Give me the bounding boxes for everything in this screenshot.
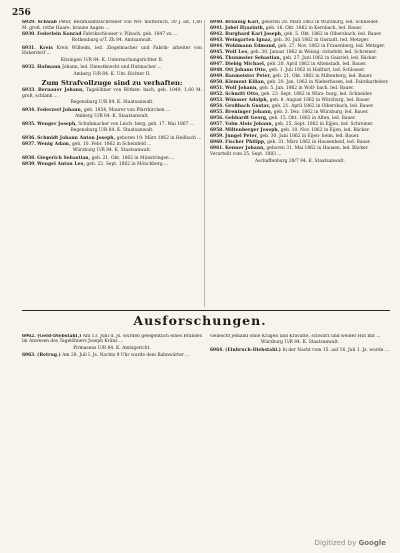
entry: 6952. Schmitt Otto, geb. 23. Sept. 1862 in Würz- burg, led. Schneider. xyxy=(210,92,373,97)
digitized-by-watermark xyxy=(315,539,386,547)
entry: 6949. Baumeister Peter, geb. 21. Okt. 1862 in Miltenberg, led. Bauer. xyxy=(210,74,373,79)
upper-columns xyxy=(22,20,390,307)
entry-footer: Regensburg U/R 84. K. Staatsanwalt. xyxy=(70,100,154,105)
entry: 6935. Wenger Joseph, Schuhmacher von Leich- berg, geb. 17. Mai 1867 ... xyxy=(22,121,195,127)
section-divider xyxy=(22,310,390,311)
entry-note: Verurteilt vom 25. Sept. 1883 ... xyxy=(210,152,282,157)
section-title: Ausforschungen. xyxy=(133,313,267,328)
section-heading: Zum Strafvollzuge sind zu verhaften: xyxy=(41,79,183,87)
entry: 6947. Diebig Michael, geb. 20. April 1862 in Altenstadt, led. Bauer. xyxy=(210,62,367,67)
entry: 6941. Jobel Hyazinth, geb. 16. Okt. 1862 in Kernbach, led. Bauer. xyxy=(210,26,363,31)
entry: 6960. Fischer Philipp, geb. 31. März 1862 in Hausenheid, led. Bauer. xyxy=(210,140,371,145)
column-rule xyxy=(204,20,205,307)
entry: 6946. Thunmeier Sebastian, geb. 27. Juni 1862 in Gaisriet, led. Bäcker. xyxy=(210,56,378,61)
entry: 6955. Breninger Johann, geb. 3. Dez. 1862 in Würzburg, led. Bauer. xyxy=(210,110,369,115)
left-entries-2 xyxy=(22,88,202,167)
entry: 6943. Weingarten Ignaz, geb. 30. Juli 1862 in Gnstadt, led. Metzger. xyxy=(210,38,370,43)
digitized-prefix: Digitized by xyxy=(314,539,357,547)
entry: 6933. Bernauer Johann, Tagelöhner von Röthen- bach, geb. 1849, 1,60 M. groß, schlank ... xyxy=(22,88,202,99)
entry: 6963. (Betrug.) Am 28. Juli I. Js. Nachts 9 Uhr wurde dem Bahnwärter ... xyxy=(22,353,190,359)
entry: 6961. Kenner Johann, geboren 31. Mai 1862 in Hausen, led. Bäcker. xyxy=(210,146,369,151)
entry: 6942. Burghard Karl Joseph, geb. 5. Okt. 1862 in Olbersbach, led. Bauer. xyxy=(210,32,382,37)
entry-footer: Pirmasens U/R 84. K. Amtsgericht. xyxy=(73,345,151,351)
entry: 6938. Giegerich Sebastian, geb. 21. Okt. 1862 in Münstringen ... xyxy=(22,155,175,161)
entry-footer: Amberg U/R 84. K. Staatsanwalt. xyxy=(75,114,149,119)
left-column xyxy=(22,20,202,307)
entry-footer: Würzburg U/R 84. K. Staatsanwalt. xyxy=(72,148,152,153)
entry: 6948. Ott Johann Otto, geb. 1. Juli 1862 in Haßfurt, led. Schlosser. xyxy=(210,68,366,73)
entry-footer: Kitzingen U/R 84. K. Untersuchungsrichter II. xyxy=(60,57,164,63)
lower-right-column xyxy=(210,334,390,544)
entry-footer: Amberg U/R 84. K. Unt.-Richter II. xyxy=(73,71,151,77)
entry: 6959. Jungel Peter, geb. 30. Juni 1862 in Eijen- heim, led. Bauer. xyxy=(210,134,360,139)
entry: 6951. Wolf Johann, geb. 5. Jan. 1862 in Wolf- bach, led. Bauer. xyxy=(210,86,355,91)
entry-footer: Rothenburg o/T. Zh 84. Amtsanwalt. xyxy=(71,38,153,43)
entry: 6934. Federzerl Johann, geb. 1854, Maurer von Pfarrkirchen ... xyxy=(22,107,171,113)
entry: 6937. Wenig Adam, geb. 10. Febr. 1862 in Scheinfeld ... xyxy=(22,141,152,147)
entry: 6944. Wohlmann Edmund, geb. 27. Nov. 1862 in Frauenberg, led. Metzger. xyxy=(210,44,386,49)
entry: 6931. Kreis Kreis Wilhelm, led. Ziegelmacher und Fabrik- arbeiter von Haberdorf ... xyxy=(22,45,202,56)
entry: 6964. (Einbruch-Diebstahl.) In der Nacht vom 15. auf 16. Juli 1. Js. wurde ... xyxy=(210,347,389,353)
entry: 6956. Gebhardt Georg, geb. 15. Okt. 1862 in Alten, led. Bauer. xyxy=(210,116,356,121)
entry: 6929. Schwab Peter, Bezirksamtsschreiber von Wit- mütterlich, 30 J. alt, 1,60 M. groß, rothe Haare, braune Augen ... xyxy=(22,20,202,31)
entry: 6962. (Geld-Diebstahl.) Am 13. Juni d. Js. wurden gelegentlich eines Brandes im Anwesen des Tagelöhners Joseph Kränz ... xyxy=(22,334,202,345)
lower-columns xyxy=(22,334,390,544)
entry: 6945. Wolf Leo, geb. 30. Januar 1862 in Weinig- richsfeld, led. Schreiner. xyxy=(210,50,377,55)
entry: 6940. Brennig Karl, geboren 28. März 1862 in Würzburg, led. Schneider. xyxy=(210,20,379,25)
entry: 6932. Hofmann Johann, led. Dienstknecht und Hutmacher ... xyxy=(22,65,162,70)
entry: 6957. Volm Alois Johann, geb. 25. Sept. 1862 in Eijjen, led. Schreiner. xyxy=(210,122,374,127)
entry: 6953. Wünsser Adolph, geb. 8. August 1862 in Würzburg, led. Bauer. xyxy=(210,98,371,103)
entry: vielleicht jemand ohne Kragen und Kravatte, schwarz und weißer Hut mit ... xyxy=(210,334,381,339)
entry: 6939. Wengel Anton Leo, geb. 22. Sept. 1862 in Mönchberg ... xyxy=(22,161,169,167)
entry: 6930. Federlein Konrad Fabrikschlosser v. Pilsach, geb. 1847 zu ... xyxy=(22,31,178,37)
lower-left-column xyxy=(22,334,202,544)
entry: 6950. Klement Kilian, geb. 20. Jan. 1862 in Nieberhosen, led. Fabrikarbeiter. xyxy=(210,80,389,85)
entry: 6954. Großbach Gustav, geb. 21. April 1862 in Olbersbach, led. Bauer. xyxy=(210,104,374,109)
entry: 6958. Miltenberger Joseph, geb. 10. Nov. 1862 in Eijen, led. Bäcker. xyxy=(210,128,370,133)
right-column xyxy=(210,20,390,307)
entry: 6936. Schmidt Johann Anton Joseph, geboren 19. März 1862 in Heilbach ... xyxy=(22,135,202,141)
google-logo: Google xyxy=(358,539,386,547)
entry-footer: Regensburg U/R 84. K. Staatsanwalt. xyxy=(70,128,154,133)
left-entries xyxy=(22,20,202,77)
page-number: 256 xyxy=(12,8,31,18)
entry-footer: Aschaffenburg 28/7 84. K. Staatsanwalt. xyxy=(255,158,345,164)
entry-footer: Würzburg U/R 84. K. Staatsanwalt. xyxy=(260,340,340,346)
